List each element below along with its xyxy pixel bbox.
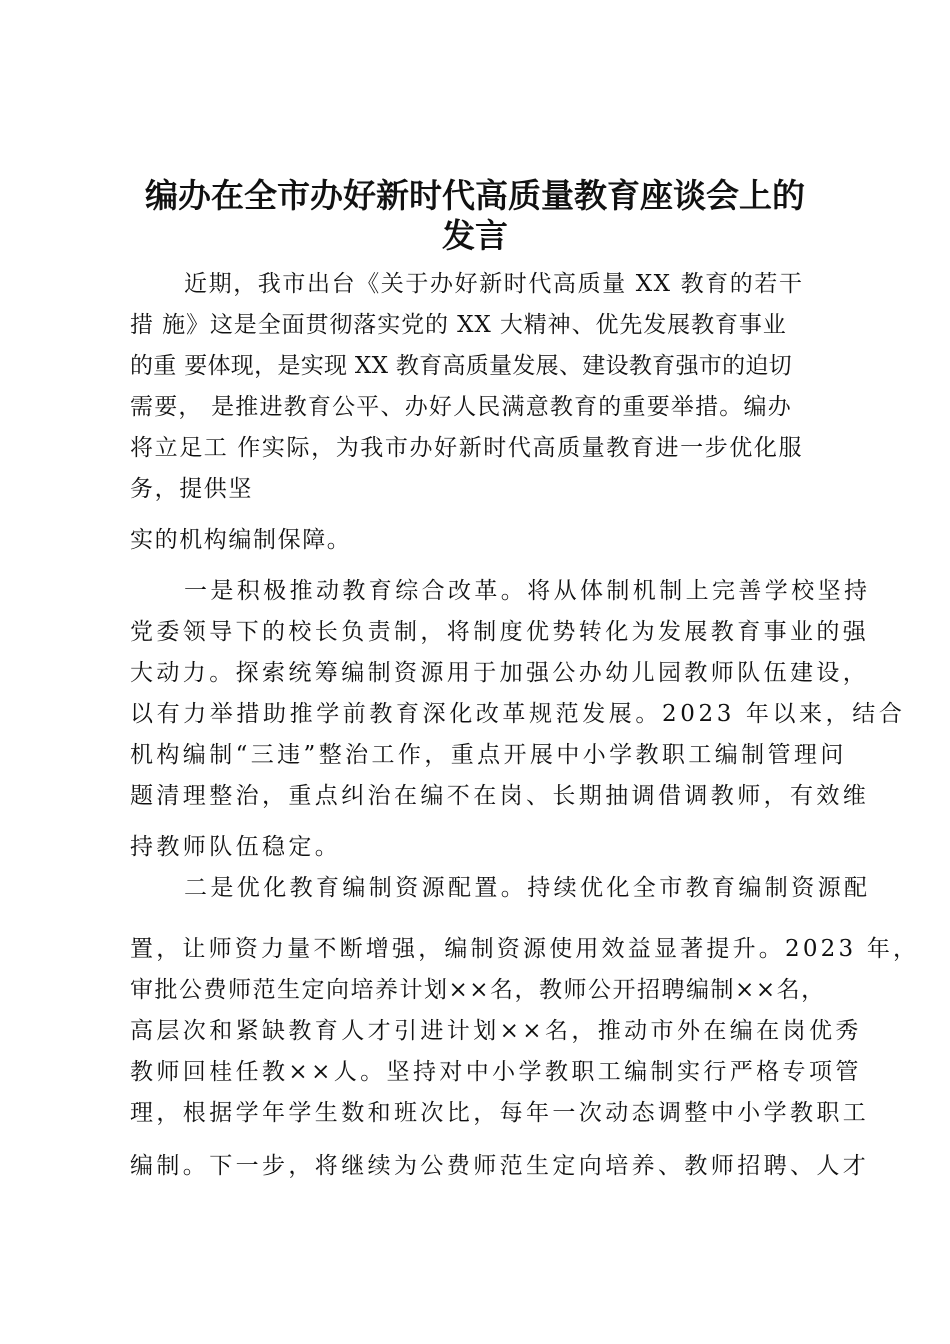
paragraph-line: 教师回桂任教××人。坚持对中小学教职工编制实行严格专项管 <box>130 1059 862 1085</box>
paragraph-line: 大动力。探索统筹编制资源用于加强公办幼儿园教师队伍建设， <box>130 660 870 686</box>
paragraph-line: 二是优化教育编制资源配置。持续优化全市教育编制资源配 <box>184 875 871 901</box>
paragraph-line: 高层次和紧缺教育人才引进计划××名，推动市外在编在岗优秀 <box>130 1018 862 1044</box>
paragraph-line: 务，提供坚 <box>130 476 253 502</box>
paragraph-line: 理，根据学年学生数和班次比，每年一次动态调整中小学教职工 <box>130 1100 870 1126</box>
paragraph-line: 编制。下一步，将继续为公费师范生定向培养、教师招聘、人才 <box>130 1153 870 1179</box>
paragraph-line: 置，让师资力量不断增强，编制资源使用效益显著提升。2023 年， <box>130 936 920 962</box>
paragraph-line: 持教师队伍稳定。 <box>130 834 342 860</box>
paragraph-line: 措 施》这是全面贯彻落实党的 XX 大精神、优先发展教育事业 <box>130 312 787 338</box>
document-title-line-2: 发言 <box>442 216 508 255</box>
paragraph-line: 党委领导下的校长负责制，将制度优势转化为发展教育事业的强 <box>130 619 870 645</box>
paragraph-line: 需要， 是推进教育公平、办好人民满意教育的重要举措。编办 <box>130 394 792 420</box>
paragraph-line: 近期，我市出台《关于办好新时代高质量 XX 教育的若干 <box>184 271 804 297</box>
paragraph-line: 实的机构编制保障。 <box>130 527 352 553</box>
paragraph-line: 将立足工 作实际，为我市办好新时代高质量教育进一步优化服 <box>130 435 804 461</box>
paragraph-line: 审批公费师范生定向培养计划××名，教师公开招聘编制××名， <box>130 977 826 1003</box>
paragraph-line: 的重 要体现，是实现 XX 教育高质量发展、建设教育强市的迫切 <box>130 353 792 379</box>
paragraph-line: 一是积极推动教育综合改革。将从体制机制上完善学校坚持 <box>184 578 871 604</box>
paragraph-line: 以有力举措助推学前教育深化改革规范发展。2023 年以来，结合 <box>130 701 906 727</box>
paragraph-line: 题清理整治，重点纠治在编不在岗、长期抽调借调教师，有效维 <box>130 783 870 809</box>
paragraph-line: 机构编制“三违”整治工作，重点开展中小学教职工编制管理问 <box>130 742 847 768</box>
document-title-line-1: 编办在全市办好新时代高质量教育座谈会上的 <box>145 176 805 215</box>
